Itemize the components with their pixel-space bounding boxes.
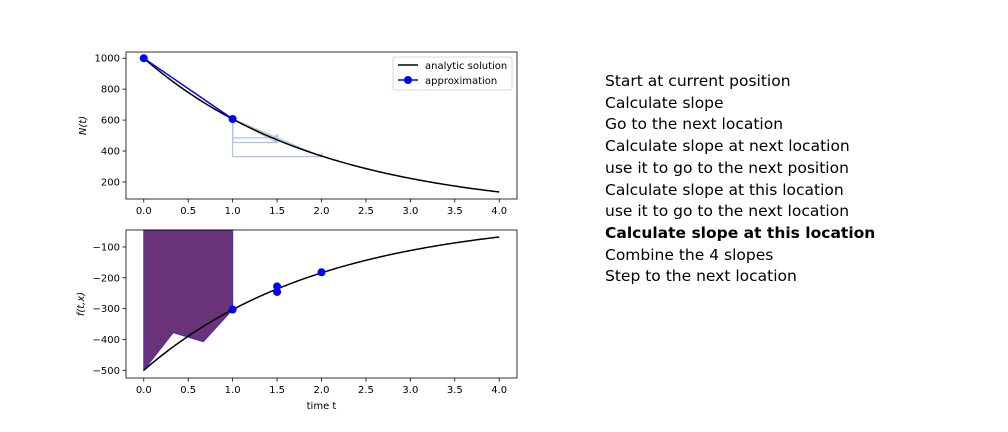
slope-filled-region	[144, 230, 233, 370]
approximation-point	[140, 54, 148, 62]
bottom-y-tick-label: −100	[92, 242, 120, 254]
bottom-x-tick-label: 1.5	[269, 385, 286, 396]
bottom-x-tick-label: 2.5	[357, 385, 374, 396]
step-item: Step to the next location	[605, 267, 797, 286]
bottom-panel	[76, 230, 517, 412]
rk-guide-lines	[233, 119, 323, 157]
legend-approx-marker	[404, 76, 412, 84]
step-item: use it to go to the next position	[605, 158, 849, 177]
top-y-tick-label: 1000	[94, 53, 120, 65]
legend-approx-label: approximation	[425, 76, 498, 87]
step-item: Start at current position	[605, 72, 791, 90]
bottom-y-tick-label: −400	[92, 334, 120, 346]
slope-point	[318, 268, 326, 276]
bottom-x-tick-label: 2.0	[313, 385, 330, 396]
top-x-tick-label: 3.0	[402, 206, 419, 217]
step-item: Combine the 4 slopes	[605, 245, 774, 264]
step-item: Calculate slope at next location	[605, 137, 850, 156]
bottom-y-tick-label: −300	[92, 304, 120, 316]
top-y-axis-label: N(t)	[78, 115, 89, 136]
top-x-tick-label: 2.0	[313, 206, 330, 217]
slope-markers	[229, 268, 326, 313]
bottom-x-tick-label: 0.0	[135, 385, 152, 396]
bottom-x-tick-label: 4.0	[491, 385, 508, 396]
top-x-tick-label: 1.5	[269, 206, 286, 217]
bottom-x-ticks	[136, 378, 507, 396]
top-x-tick-label: 2.5	[357, 206, 374, 217]
bottom-y-ticks	[93, 242, 126, 376]
step-item-active: Calculate slope at this location	[605, 223, 876, 242]
top-y-tick-label: 800	[100, 84, 120, 96]
top-panel	[78, 52, 517, 217]
top-x-tick-label: 3.5	[446, 206, 463, 217]
bottom-y-tick-label: −200	[92, 273, 120, 285]
legend	[393, 57, 512, 90]
top-x-ticks	[136, 199, 507, 217]
algorithm-steps-list	[605, 71, 875, 288]
bottom-x-tick-label: 3.0	[402, 385, 419, 396]
top-x-tick-label: 0.0	[135, 206, 152, 217]
top-y-tick-label: 600	[100, 115, 120, 127]
step-item: Calculate slope	[605, 93, 724, 112]
top-x-tick-label: 4.0	[491, 206, 508, 217]
bottom-x-tick-label: 1.0	[224, 385, 241, 396]
bottom-x-tick-label: 3.5	[446, 385, 463, 396]
approximation-line	[144, 58, 233, 119]
bottom-y-axis-label: f(t,x)	[76, 291, 87, 317]
step-item: Calculate slope at this location	[605, 180, 844, 199]
bottom-x-tick-label: 0.5	[180, 385, 197, 396]
top-y-tick-label: 200	[100, 177, 120, 189]
slope-point	[229, 306, 237, 314]
slope-point	[273, 288, 281, 296]
legend-analytic-label: analytic solution	[425, 61, 508, 72]
bottom-y-tick-label: −500	[92, 365, 120, 377]
bottom-x-axis-label: time t	[306, 401, 337, 412]
step-item: use it to go to the next location	[605, 202, 850, 221]
top-y-ticks	[95, 54, 126, 189]
step-item: Go to the next location	[605, 115, 784, 134]
top-x-tick-label: 0.5	[180, 206, 197, 217]
top-y-tick-label: 400	[100, 146, 120, 158]
approximation-point	[229, 115, 237, 123]
top-x-tick-label: 1.0	[224, 206, 241, 217]
